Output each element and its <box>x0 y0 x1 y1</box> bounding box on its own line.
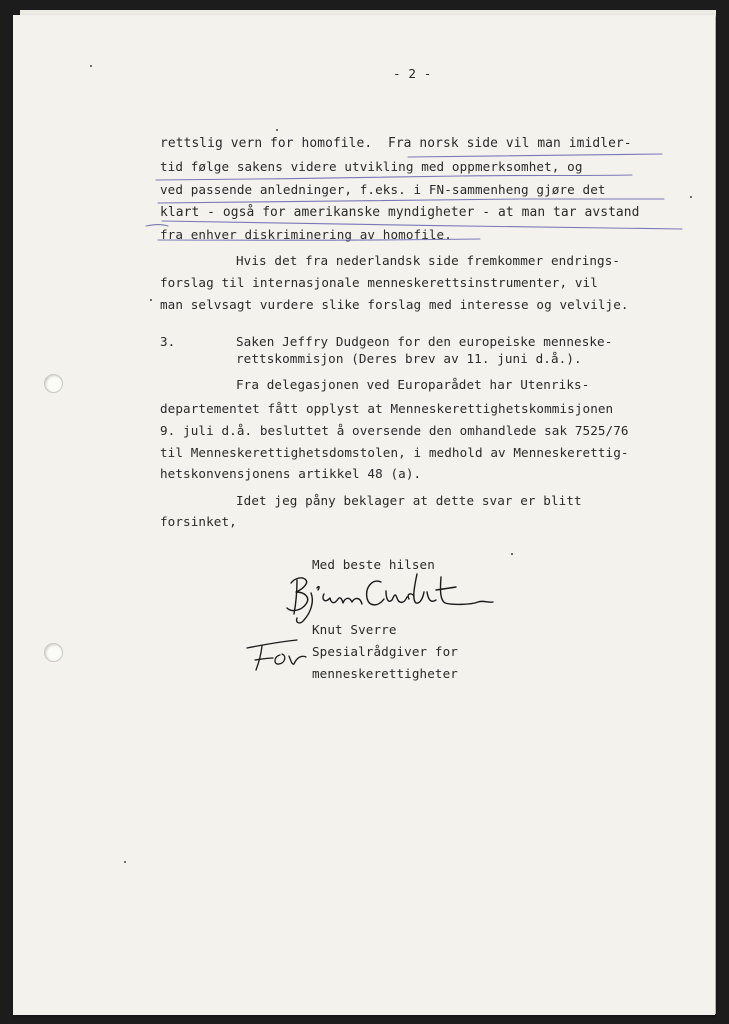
paragraph-1-line-2: tid følge sakens videre utvikling med oppmerksomhet, og <box>160 159 583 174</box>
scan-speck <box>690 196 692 198</box>
paragraph-3-line-5: hetskonvensjonens artikkel 48 (a). <box>160 466 422 481</box>
scan-speck <box>90 65 92 67</box>
paragraph-4-line-2: forsinket, <box>160 514 237 529</box>
signatory-title-line-1: Spesialrådgiver for <box>312 644 458 659</box>
punch-hole-icon <box>44 643 63 662</box>
scan-speck <box>124 861 126 863</box>
section-heading-line-2: rettskommisjon (Deres brev av 11. juni d.å.). <box>236 351 582 366</box>
paragraph-1-line-4: klart - også for amerikanske myndigheter - at man tar avstand <box>160 205 640 220</box>
paragraph-3-line-4: til Menneskerettighetsdomstolen, i medhold av Menneskerettig- <box>160 445 629 460</box>
signatory-name: Knut Sverre <box>312 622 397 637</box>
paragraph-1-line-1: rettslig vern for homofile. Fra norsk side vil man imidler- <box>160 136 632 151</box>
scan-speck <box>150 299 152 301</box>
scan-speck <box>276 129 278 131</box>
paragraph-3-line-2: departementet fått opplyst at Menneskerettighetskommisjonen <box>160 401 614 416</box>
section-heading-line-1: Saken Jeffry Dudgeon for den europeiske menneske- <box>236 334 613 349</box>
scan-speck <box>511 553 513 555</box>
signatory-title-line-2: menneskerettigheter <box>312 666 458 681</box>
paragraph-3-line-1: Fra delegasjonen ved Europarådet har Utenriks- <box>236 377 590 392</box>
paragraph-2-line-2: forslag til internasjonale menneskerettsinstrumenter, vil <box>160 275 598 290</box>
section-number: 3. <box>160 334 176 349</box>
punch-hole-icon <box>44 374 63 393</box>
paragraph-3-line-3: 9. juli d.å. besluttet å oversende den omhandlede sak 7525/76 <box>160 423 629 438</box>
page-number: - 2 - <box>393 66 432 81</box>
paragraph-1-line-3: ved passende anledninger, f.eks. i FN-sammenheng gjøre det <box>160 182 606 197</box>
paragraph-2-line-3: man selvsagt vurdere slike forslag med interesse og velvilje. <box>160 297 629 312</box>
paragraph-2-line-1: Hvis det fra nederlandsk side fremkommer endrings- <box>236 253 621 268</box>
paragraph-4-line-1: Idet jeg påny beklager at dette svar er blitt <box>236 493 582 508</box>
paragraph-1-line-5: fra enhver diskriminering av homofile. <box>160 227 452 242</box>
closing-greeting: Med beste hilsen <box>312 557 435 572</box>
